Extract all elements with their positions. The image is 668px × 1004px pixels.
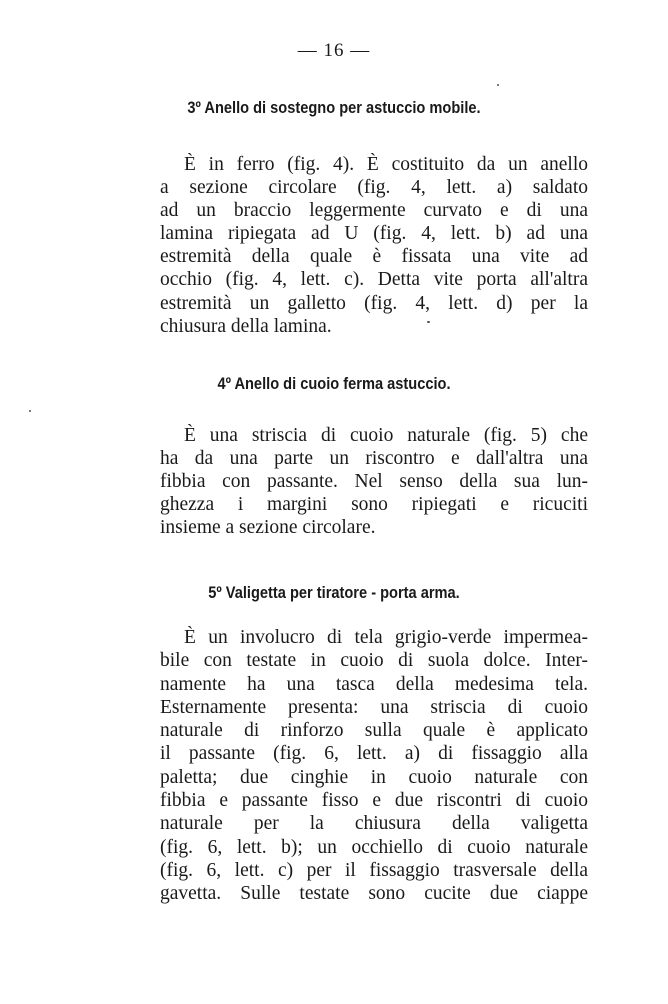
text-line: ad un braccio leggermente curvato e di una (160, 200, 588, 222)
section-heading-4: 4º Anello di cuoio ferma astuccio. (217, 374, 451, 393)
scan-speck (29, 410, 31, 412)
text-line: estremità un galletto (fig. 4, lett. d) per la (160, 292, 588, 314)
text-line: (fig. 6, lett. c) per il fissaggio trasversale della (160, 859, 588, 881)
text-line: naturale per la chiusura della valigetta (160, 813, 588, 835)
text-line: Esternamente presenta: una striscia di cuoio (160, 696, 588, 718)
section-paragraph-5 (160, 626, 588, 906)
text-line: È una striscia di cuoio naturale (fig. 5) che (184, 425, 588, 446)
section-paragraph-3 (160, 153, 588, 338)
page-number: — 16 — (297, 40, 371, 61)
text-line: ghezza i margini sono ripiegati e ricuciti (160, 494, 588, 516)
text-line: estremità della quale è fissata una vite ad (160, 246, 588, 268)
text-line: È un involucro di tela grigio-verde impermea- (184, 627, 588, 648)
section-paragraph-4 (160, 424, 588, 539)
text-line: bile con testate in cuoio di suola dolce. Inter- (160, 650, 588, 672)
text-line: namente ha una tasca della medesima tela. (160, 673, 588, 695)
text-line: naturale di rinforzo sulla quale è applicato (160, 720, 588, 742)
text-line: chiusura della lamina. (160, 315, 332, 337)
text-line: il passante (fig. 6, lett. a) di fissaggio alla (160, 743, 588, 765)
text-line: (fig. 6, lett. b); un occhiello di cuoio naturale (160, 836, 588, 858)
text-line: fibbia e passante fisso e due riscontri di cuoio (160, 790, 588, 812)
text-line: gavetta. Sulle testate sono cucite due ciappe (160, 883, 588, 905)
scan-speck (497, 84, 499, 86)
scan-speck (427, 321, 430, 323)
text-line: a sezione circolare (fig. 4, lett. a) saldato (160, 177, 588, 199)
section-heading-3: 3º Anello di sostegno per astuccio mobile. (187, 98, 481, 117)
text-line: È in ferro (fig. 4). È costituito da un anello (184, 154, 588, 175)
text-line: occhio (fig. 4, lett. c). Detta vite porta all'altra (160, 269, 588, 291)
text-line: lamina ripiegata ad U (fig. 4, lett. b) ad una (160, 223, 588, 245)
text-line: fibbia con passante. Nel senso della sua lun- (160, 471, 588, 493)
text-line: paletta; due cinghie in cuoio naturale con (160, 766, 588, 788)
text-line: insieme a sezione circolare. (160, 517, 376, 539)
text-line: ha da una parte un riscontro e dall'altra una (160, 448, 588, 470)
section-heading-5: 5º Valigetta per tiratore - porta arma. (208, 583, 460, 602)
